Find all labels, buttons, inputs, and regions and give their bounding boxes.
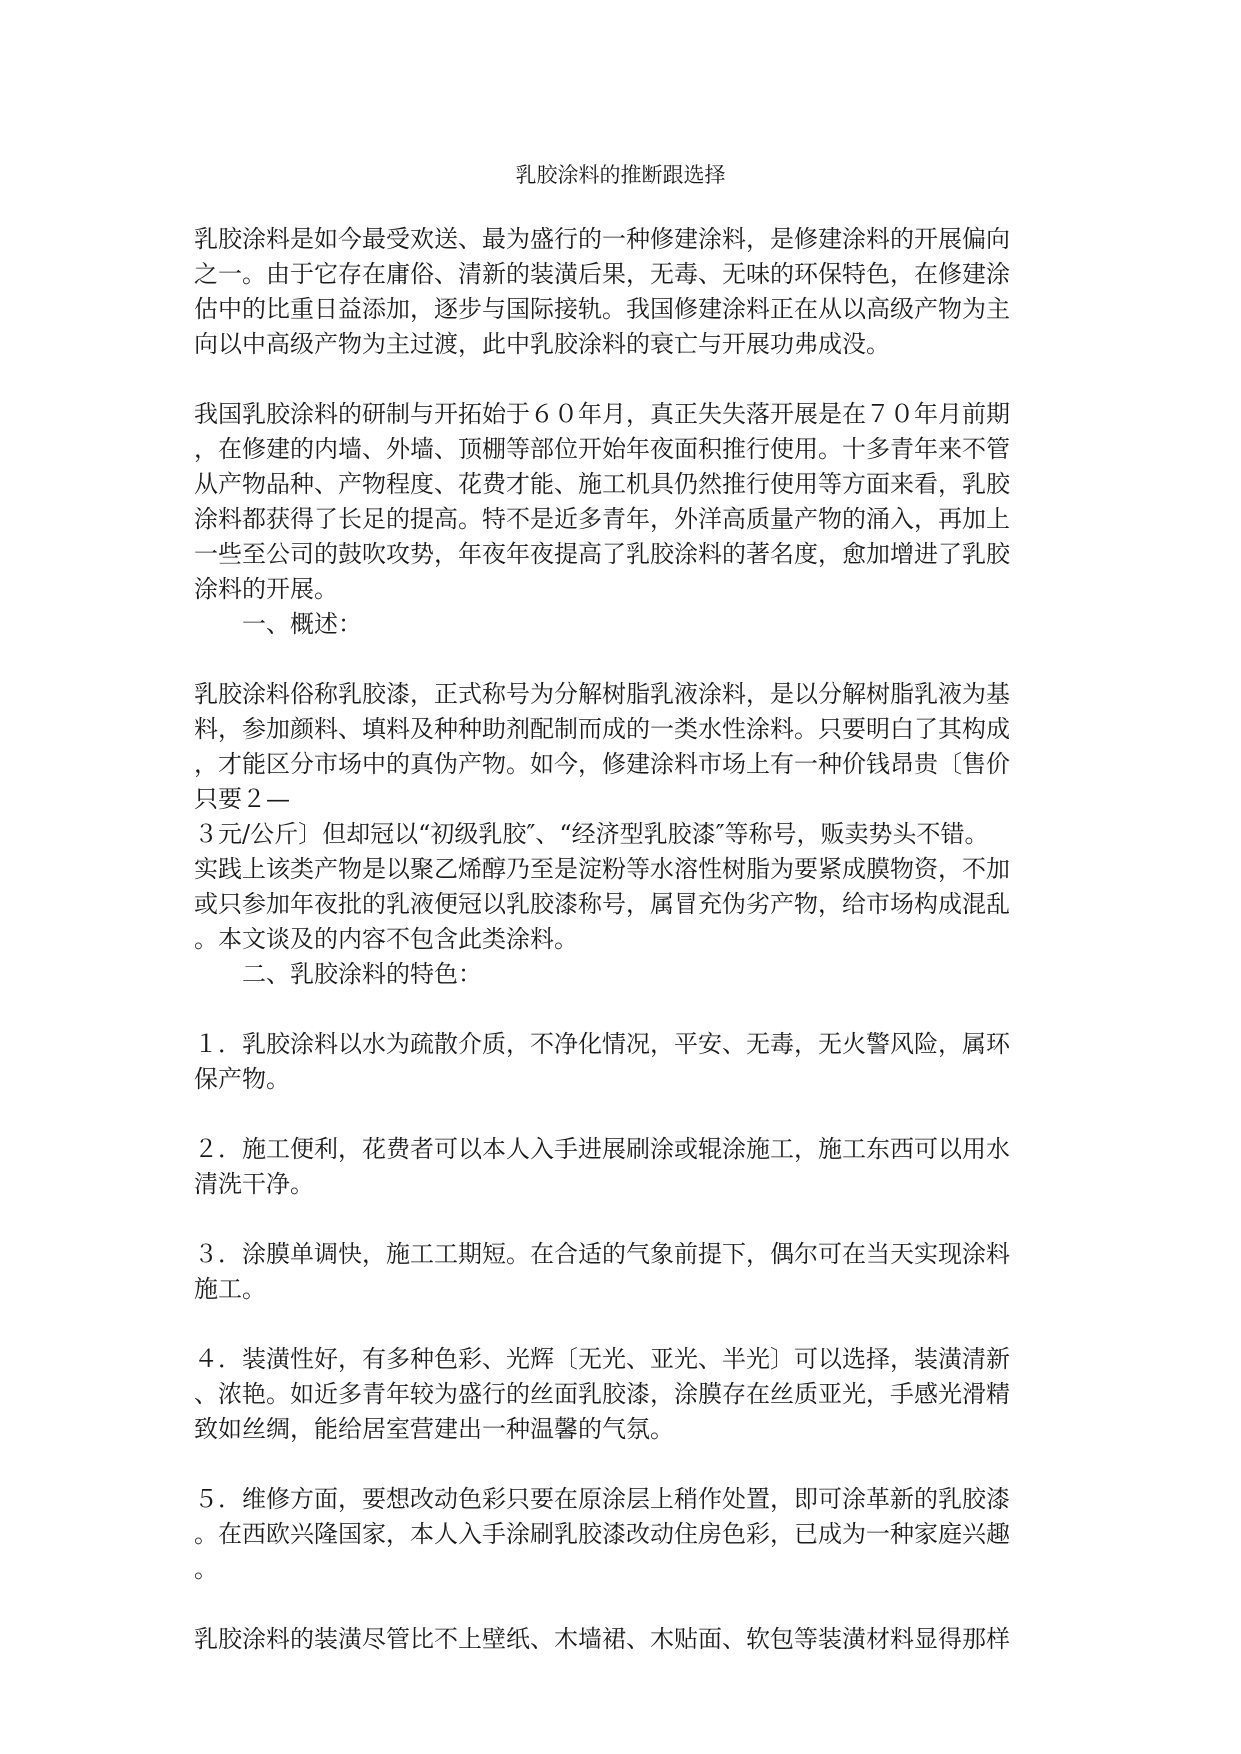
text-line: ２．施工便利，花费者可以本人入手进展刷涂或辊涂施工，施工东西可以用水 [194, 1135, 1010, 1163]
text-line: 向以中高级产物为主过渡，此中乳胶涂料的衰亡与开展功弗成没。 [194, 330, 890, 358]
blank-line [194, 1307, 1054, 1342]
text-line: 我国乳胶涂料的研制与开拓始于６０年月，真正失失落开展是在７０年月前期 [194, 400, 1010, 428]
text-line: 。在西欧兴隆国家，本人入手涂刷乳胶漆改动住房色彩，已成为一种家庭兴趣 [194, 1520, 1010, 1548]
text-line: 。 [194, 1555, 218, 1583]
text-line: 。本文谈及的内容不包含此类涂料。 [194, 925, 578, 953]
text-line: 估中的比重日益添加，逐步与国际接轨。我国修建涂料正在从以高级产物为主 [194, 295, 1010, 323]
text-line: 只要２— [194, 785, 290, 813]
text-line: ３．涂膜单调快，施工工期短。在合适的气象前提下，偶尔可在当天实现涂料 [194, 1240, 1010, 1268]
text-line: 涂料都获得了长足的提高。特不是近多青年，外洋高质量产物的涌入，再加上 [194, 505, 1010, 533]
text-line: 清洗干净。 [194, 1170, 314, 1198]
text-line: 保产物。 [194, 1065, 290, 1093]
blank-line [194, 1097, 1054, 1132]
blank-line [194, 642, 1054, 677]
section-heading: 二、乳胶涂料的特色： [242, 960, 482, 988]
text-line: ，在修建的内墙、外墙、顶棚等部位开始年夜面积推行使用。十多青年来不管 [194, 435, 1010, 463]
text-line: 乳胶涂料的装潢尽管比不上壁纸、木墙裙、木贴面、软包等装潢材料显得那样 [194, 1625, 1010, 1653]
text-line: 致如丝绸，能给居室营建出一种温馨的气氛。 [194, 1415, 674, 1443]
text-line: 施工。 [194, 1275, 266, 1303]
document-body [194, 222, 1054, 1657]
text-line: 乳胶涂料是如今最受欢送、最为盛行的一种修建涂料，是修建涂料的开展偏向 [194, 225, 1010, 253]
text-line: 料，参加颜料、填料及种种助剂配制而成的一类水性涂料。只要明白了其构成 [194, 715, 1010, 743]
text-line: 一些至公司的鼓吹攻势，年夜年夜提高了乳胶涂料的著名度，愈加增进了乳胶 [194, 540, 1010, 568]
document-title: 乳胶涂料的推断跟选择 [515, 163, 726, 187]
blank-line [194, 362, 1054, 397]
text-line: ４．装潢性好，有多种色彩、光辉〔无光、亚光、半光〕可以选择，装潢清新 [194, 1345, 1010, 1373]
text-line: 乳胶涂料俗称乳胶漆，正式称号为分解树脂乳液涂料，是以分解树脂乳液为基 [194, 680, 1010, 708]
text-line: 或只参加年夜批的乳液便冠以乳胶漆称号，属冒充伪劣产物，给市场构成混乱 [194, 890, 1010, 918]
blank-line [194, 992, 1054, 1027]
section-heading: 一、概述： [242, 610, 362, 638]
text-line: ３元/公斤〕但却冠以“初级乳胶″、“经济型乳胶漆″等称号，贩卖势头不错。 [194, 820, 989, 848]
text-line: 之一。由于它存在庸俗、清新的装潢后果，无毒、无味的环保特色，在修建涂 [194, 260, 1010, 288]
text-line: 、浓艳。如近多青年较为盛行的丝面乳胶漆，涂膜存在丝质亚光，手感光滑精 [194, 1380, 1010, 1408]
text-line: ５．维修方面，要想改动色彩只要在原涂层上稍作处置，即可涂革新的乳胶漆 [194, 1485, 1010, 1513]
text-line: １．乳胶涂料以水为疏散介质，不净化情况，平安、无毒，无火警风险，属环 [194, 1030, 1010, 1058]
blank-line [194, 1587, 1054, 1622]
text-line: 从产物品种、产物程度、花费才能、施工机具仍然推行使用等方面来看，乳胶 [194, 470, 1010, 498]
text-line: 实践上该类产物是以聚乙烯醇乃至是淀粉等水溶性树脂为要紧成膜物资，不加 [194, 855, 1010, 883]
text-line: ，才能区分市场中的真伪产物。如今，修建涂料市场上有一种价钱昂贵〔售价 [194, 750, 1010, 778]
blank-line [194, 1447, 1054, 1482]
blank-line [194, 1202, 1054, 1237]
text-line: 涂料的开展。 [194, 575, 338, 603]
